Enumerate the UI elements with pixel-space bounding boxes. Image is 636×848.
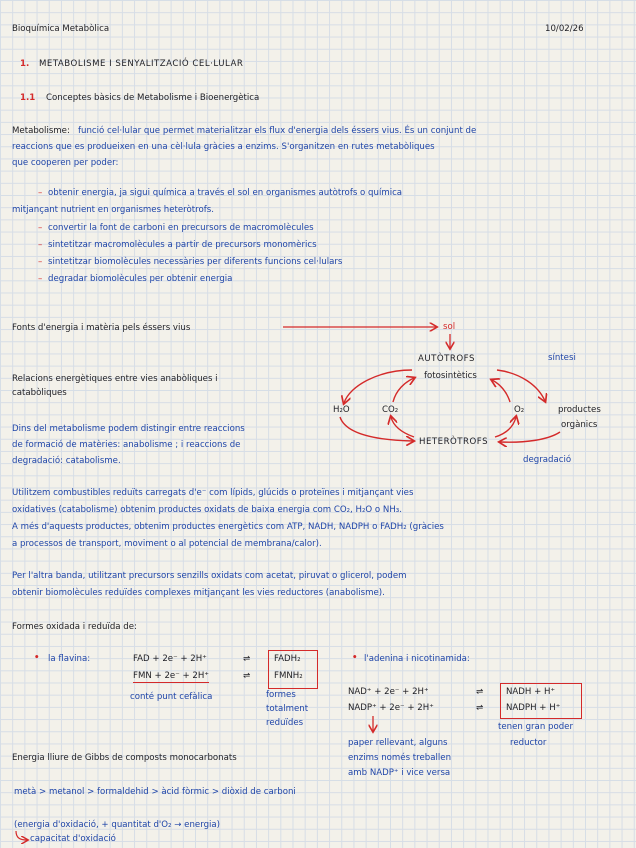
subsection-title: Conceptes bàsics de Metabolisme i Bioenergètica xyxy=(46,93,260,103)
para2-line: Per l'altra banda, utilitzant precursors senzills oxidats com acetat, piruvat o glicerol, podem xyxy=(12,571,407,581)
cycle-arrow-right-top xyxy=(497,370,545,401)
autotrofs-label: AUTÒTROFS xyxy=(418,354,475,364)
purpose-item: convertir la font de carboni en precursors de macromolècules xyxy=(48,223,314,233)
bullet-dot: • xyxy=(352,653,358,663)
cycle-arrow-o2-down xyxy=(495,417,516,437)
purpose-item: sintetitzar macromolècules a partir de precursors monomèrics xyxy=(48,240,317,250)
bullet-mark: – xyxy=(38,240,43,250)
dins-line: de formació de matèries: anabolisme ; i reaccions de xyxy=(12,440,241,450)
purpose-first-line: obtenir energia, ja sigui química a través el sol en organismes autòtrofs o química xyxy=(48,188,403,198)
para1-line: oxidatives (catabolisme) obtenim productes oxidats de baixa energia com CO₂, H₂O o NH₃. xyxy=(12,505,402,515)
flavina-label: la flavina: xyxy=(48,654,91,664)
purpose-item: sintetitzar biomolècules necessàries per diferents funcions cel·lulars xyxy=(48,257,343,267)
flavina-eq2: FMN + 2e⁻ + 2H⁺ xyxy=(133,671,209,681)
flavina-note-r: formes xyxy=(266,690,296,700)
bullet-mark: – xyxy=(38,188,43,198)
definition-term: Metabolisme: xyxy=(12,126,70,136)
equilibrium-icon: ⇌ xyxy=(243,671,251,681)
section-title: METABOLISME I SENYALITZACIÓ CEL·LULAR xyxy=(39,59,244,69)
cycle-arrow-bottom-left xyxy=(340,417,413,441)
bullet-mark: – xyxy=(38,223,43,233)
bullet-dot: • xyxy=(34,653,40,663)
flavina-note-r: totalment xyxy=(266,704,309,714)
relacions-line: catabòliques xyxy=(12,388,67,398)
cycle-arrow-o2-up xyxy=(492,380,510,402)
fotosintetics-label: fotosintètics xyxy=(424,371,477,381)
flavina-prod2: FMNH₂ xyxy=(274,671,303,681)
para2-line: obtenir biomolècules reduïdes complexes mitjançant les vies reductores (anabolisme). xyxy=(12,588,385,598)
formes-title: Formes oxidada i reduïda de: xyxy=(12,622,137,632)
fonts-energia: Fonts d'energia i matèria pels éssers vius xyxy=(12,323,191,333)
co2-label: CO₂ xyxy=(382,405,399,415)
definition-line: funció cel·lular que permet materialitzar els flux d'energia dels éssers vius. És un conjunt de xyxy=(78,126,477,136)
para1-line: a processos de transport, moviment o al potencial de membrana/calor). xyxy=(12,539,322,549)
o2-label: O₂ xyxy=(514,405,525,415)
adenina-eq1: NAD⁺ + 2e⁻ + 2H⁺ xyxy=(348,687,429,697)
flavina-prod1: FADH₂ xyxy=(274,654,301,664)
definition-line: reaccions que es produeixen en una cèl·lula gràcies a enzims. S'organitzen en rutes metabòliques xyxy=(12,142,435,152)
gibbs-cap: capacitat d'oxidació xyxy=(30,834,116,844)
degradacio-label: degradació xyxy=(523,455,572,465)
bullet-mark: – xyxy=(38,274,43,284)
adenina-note-l: amb NADP⁺ i vice versa xyxy=(348,768,451,778)
organics-label: orgànics xyxy=(561,420,598,430)
adenina-label: l'adenina i nicotinamida: xyxy=(364,654,470,664)
flavina-eq1: FAD + 2e⁻ + 2H⁺ xyxy=(133,654,207,664)
gibbs-hook-arrow xyxy=(16,831,27,840)
relacions-line: Relacions energètiques entre vies anabòliques i xyxy=(12,374,218,384)
gibbs-sequence: metà > metanol > formaldehid > àcid fòrmic > diòxid de carboni xyxy=(14,787,296,797)
definition-line: que cooperen per poder: xyxy=(12,158,119,168)
section-number: 1. xyxy=(20,59,30,69)
equilibrium-icon: ⇌ xyxy=(243,654,251,664)
adenina-note-l: paper rellevant, alguns xyxy=(348,738,448,748)
adenina-prod1: NADH + H⁺ xyxy=(506,687,556,697)
dins-line: degradació: catabolisme. xyxy=(12,456,121,466)
bullet-mark: – xyxy=(38,257,43,267)
flavina-note-r: reduïdes xyxy=(266,718,304,728)
adenina-note-l: enzims només treballen xyxy=(348,753,452,763)
dins-line: Dins del metabolisme podem distingir entre reaccions xyxy=(12,424,245,434)
para1-line: A més d'aquests productes, obtenim productes energètics com ATP, NADH, NADPH o FADH₂ (gràcies xyxy=(12,522,444,532)
cycle-arrow-co2-up xyxy=(393,378,414,402)
heterotrofs-label: HETERÒTROFS xyxy=(419,437,489,447)
date: 10/02/26 xyxy=(545,24,584,34)
equilibrium-icon: ⇌ xyxy=(476,687,484,697)
subsection-number: 1.1 xyxy=(20,93,36,103)
para1-line: Utilitzem combustibles reduïts carregats d'e⁻ com lípids, glúcids o proteïnes i mitjançant vies xyxy=(12,488,414,498)
flavina-note: conté punt cefàlica xyxy=(130,692,213,702)
adenina-note-r: reductor xyxy=(510,738,547,748)
adenina-note-r: tenen gran poder xyxy=(498,722,573,732)
notebook-title: Bioquímica Metabòlica xyxy=(12,24,110,34)
gibbs-note: (energia d'oxidació, + quantitat d'O₂ → energia) xyxy=(14,820,221,830)
equilibrium-icon: ⇌ xyxy=(476,703,484,713)
adenina-prod2: NADPH + H⁺ xyxy=(506,703,561,713)
cycle-arrow-bottom-right xyxy=(500,432,560,442)
adenina-eq2: NADP⁺ + 2e⁻ + 2H⁺ xyxy=(348,703,434,713)
sintesi-label: síntesi xyxy=(548,353,576,363)
h2o-label: H₂O xyxy=(333,405,350,415)
purpose-item: degradar biomolècules per obtenir energia xyxy=(48,274,233,284)
gibbs-title: Energia lliure de Gibbs de composts monocarbonats xyxy=(12,753,237,763)
cycle-arrow-co2-down xyxy=(391,417,414,437)
productes-label: productes xyxy=(558,405,601,415)
sol-label: sol xyxy=(443,322,456,332)
purpose-first-line: mitjançant nutrient en organismes heteròtrofs. xyxy=(12,205,214,215)
